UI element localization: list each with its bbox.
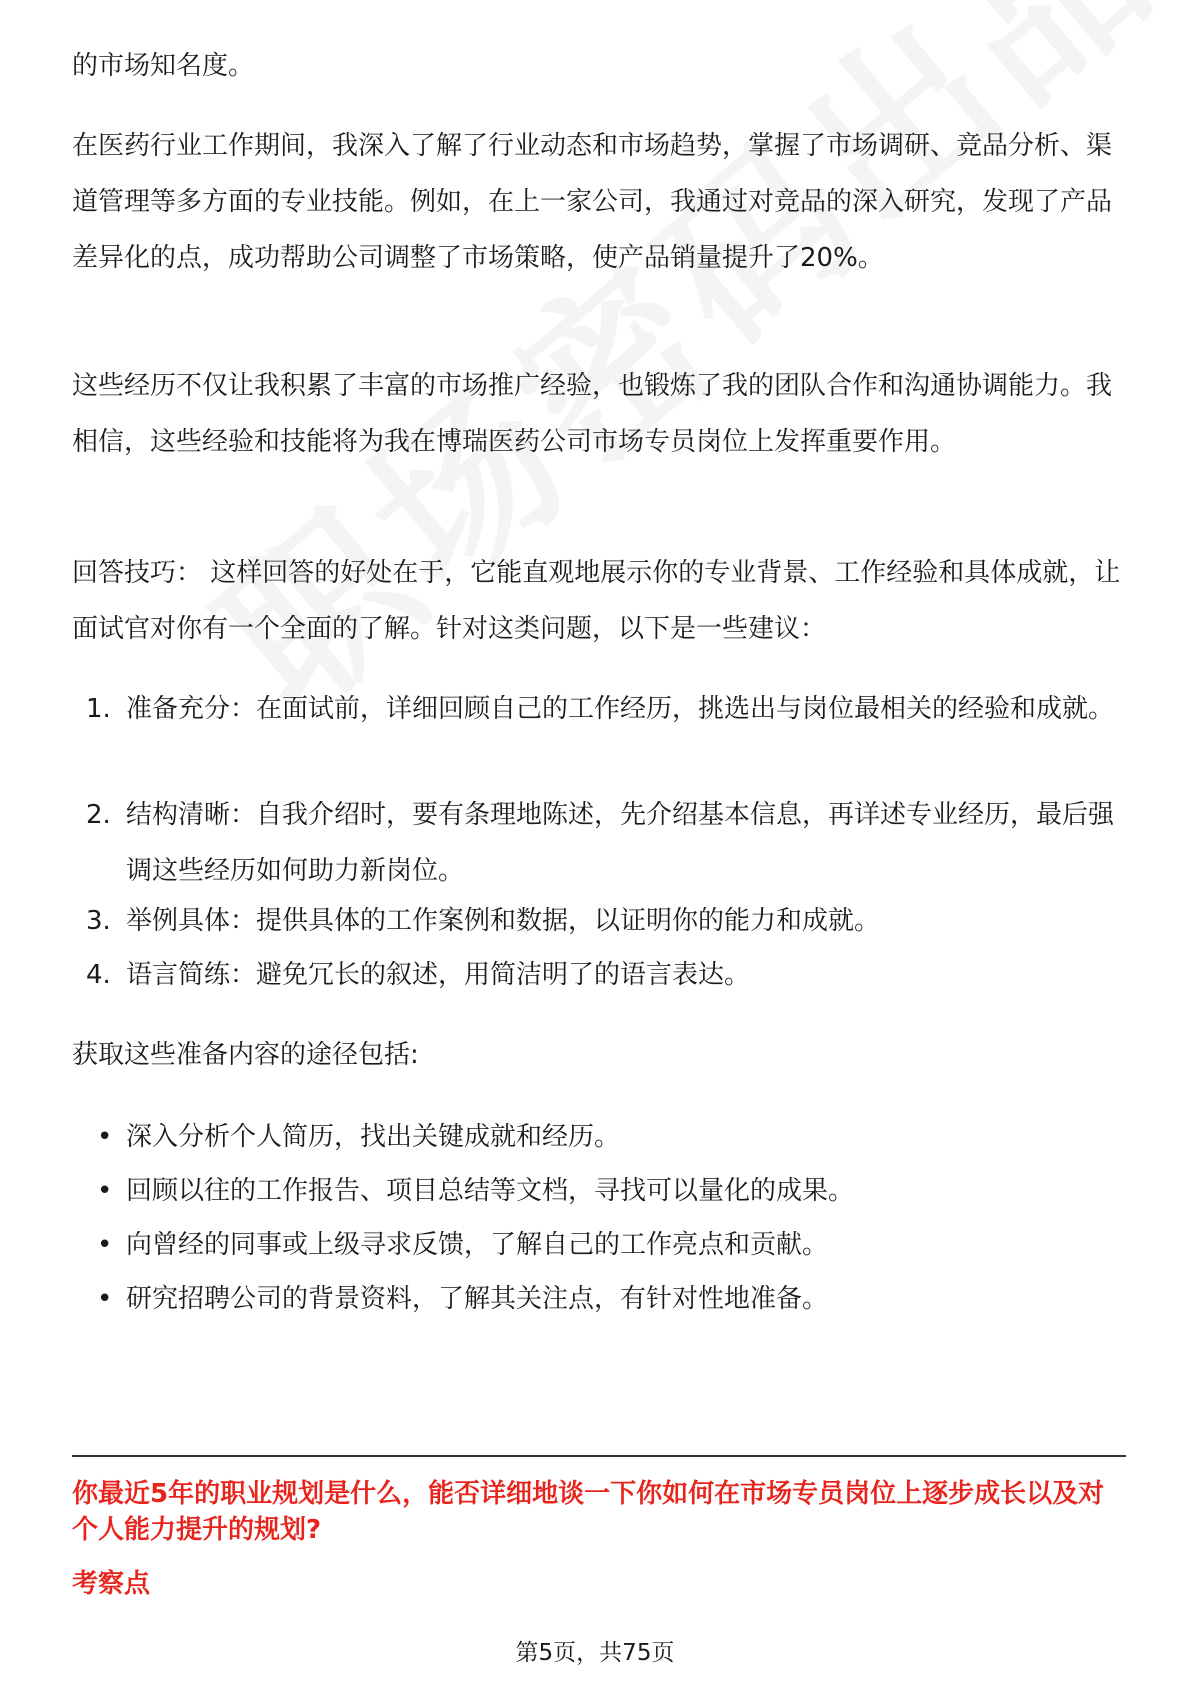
tip-text: 准备充分：在面试前，详细回顾自己的工作经历，挑选出与岗位最相关的经验和成就。 bbox=[126, 694, 1115, 724]
tip-text: 语言简练：避免冗长的叙述，用简洁明了的语言表达。 bbox=[126, 960, 751, 990]
page-footer: 第5页，共75页 bbox=[515, 1640, 675, 1666]
source-item bbox=[72, 1109, 1122, 1165]
tip-item bbox=[72, 681, 1122, 737]
tip-number: 4. bbox=[86, 960, 111, 990]
section-label-assessment: 考察点 bbox=[72, 1569, 151, 1599]
source-item bbox=[72, 1271, 1122, 1327]
paragraph-continuation: 的市场知名度。 bbox=[72, 51, 255, 81]
tip-item bbox=[72, 893, 1122, 949]
source-item bbox=[72, 1163, 1122, 1219]
bullet-icon: • bbox=[97, 1230, 113, 1260]
source-text: 深入分析个人简历，找出关键成就和经历。 bbox=[126, 1122, 621, 1152]
tip-text: 结构清晰：自我介绍时，要有条理地陈述，先介绍基本信息，再详述专业经历，最后强调这些经历如何助力新岗位。 bbox=[126, 800, 1115, 886]
paragraph-answer-tips: 回答技巧： 这样回答的好处在于，它能直观地展示你的专业背景、工作经验和具体成就，让面试官对你有一个全面的了解。针对这类问题，以下是一些建议： bbox=[72, 558, 1121, 644]
tip-number: 3. bbox=[86, 906, 111, 936]
tip-item bbox=[72, 947, 1122, 1003]
sources-intro: 获取这些准备内容的途径包括: bbox=[72, 1040, 419, 1070]
paragraph-experience: 在医药行业工作期间，我深入了解了行业动态和市场趋势，掌握了市场调研、竞品分析、渠道管理等多方面的专业技能。例如，在上一家公司，我通过对竞品的深入研究，发现了产品差异化的点，成功帮助公司调整了市场策略，使产品销量提升了20%。 bbox=[72, 131, 1113, 273]
tip-number: 2. bbox=[86, 800, 111, 830]
paragraph-skills: 这些经历不仅让我积累了丰富的市场推广经验，也锻炼了我的团队合作和沟通协调能力。我相信，这些经验和技能将为我在博瑞医药公司市场专员岗位上发挥重要作用。 bbox=[72, 371, 1113, 457]
next-question: 你最近5年的职业规划是什么，能否详细地谈一下你如何在市场专员岗位上逐步成长以及对个人能力提升的规划? bbox=[72, 1479, 1105, 1545]
tip-item bbox=[72, 787, 1122, 899]
tip-number: 1. bbox=[86, 694, 111, 724]
bullet-icon: • bbox=[97, 1176, 113, 1206]
source-text: 向曾经的同事或上级寻求反馈，了解自己的工作亮点和贡献。 bbox=[126, 1230, 829, 1260]
source-text: 回顾以往的工作报告、项目总结等文档，寻找可以量化的成果。 bbox=[126, 1176, 855, 1206]
source-text: 研究招聘公司的背景资料，了解其关注点，有针对性地准备。 bbox=[126, 1284, 829, 1314]
bullet-icon: • bbox=[97, 1284, 113, 1314]
section-divider bbox=[72, 1455, 1126, 1457]
bullet-icon: • bbox=[97, 1122, 113, 1152]
tip-text: 举例具体：提供具体的工作案例和数据，以证明你的能力和成就。 bbox=[126, 906, 881, 936]
source-item bbox=[72, 1217, 1122, 1273]
